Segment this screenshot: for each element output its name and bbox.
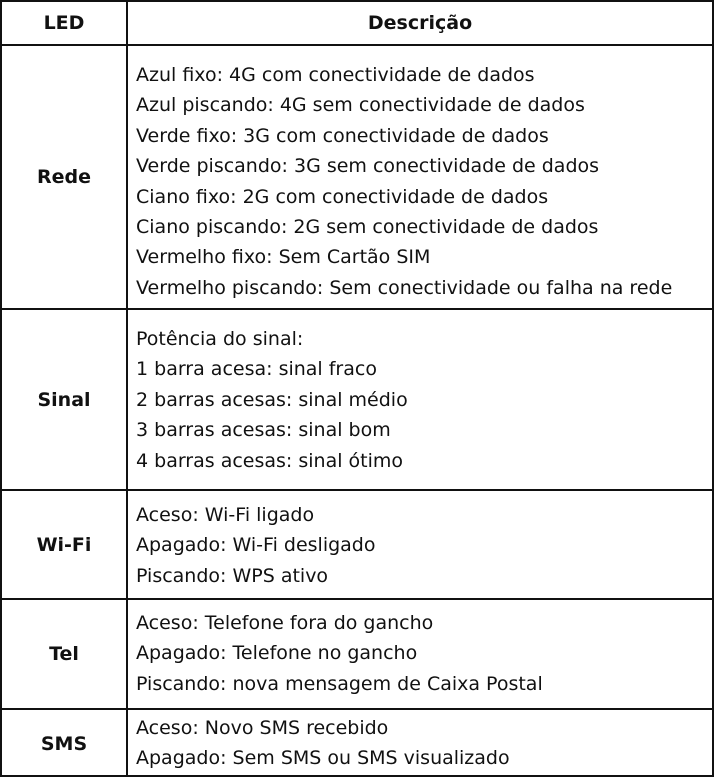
description-line: Azul fixo: 4G com conectividade de dados — [136, 64, 535, 86]
description-line: 3 barras acesas: sinal bom — [136, 419, 391, 442]
description-line: Vermelho fixo: Sem Cartão SIM — [136, 246, 431, 269]
table-row-rede — [2, 46, 712, 310]
description-line: Ciano fixo: 2G com conectividade de dados — [136, 185, 549, 208]
description-line: Aceso: Telefone fora do gancho — [136, 612, 434, 634]
led-label: Sinal — [37, 388, 91, 411]
description-line: Verde piscando: 3G sem conectividade de dados — [136, 155, 600, 178]
description-line: Aceso: Novo SMS recebido — [136, 717, 389, 739]
table-row-sms — [2, 710, 712, 777]
table-row-tel — [2, 600, 712, 710]
description-line: Azul piscando: 4G sem conectividade de dados — [136, 94, 585, 117]
led-label: SMS — [40, 732, 88, 755]
header-led: LED — [43, 12, 85, 34]
led-label: Tel — [49, 643, 79, 665]
description-line: Apagado: Telefone no gancho — [136, 642, 418, 665]
description-cell — [136, 608, 708, 699]
description-line: Piscando: nova mensagem de Caixa Postal — [136, 672, 543, 695]
table-header — [2, 2, 712, 46]
header-description: Descrição — [367, 12, 473, 34]
description-line: Ciano piscando: 2G sem conectividade de dados — [136, 216, 599, 239]
description-line: Potência do sinal: — [136, 328, 304, 350]
description-line: Vermelho piscando: Sem conectividade ou falha na rede — [136, 276, 673, 299]
description-line: Piscando: WPS ativo — [136, 564, 329, 587]
description-line: Verde fixo: 3G com conectividade de dados — [136, 124, 549, 147]
table-row-wifi — [2, 491, 712, 600]
description-cell — [136, 324, 708, 476]
description-line: Apagado: Sem SMS ou SMS visualizado — [136, 747, 510, 770]
description-cell — [136, 713, 708, 774]
description-cell — [136, 60, 708, 303]
description-line: 4 barras acesas: sinal ótimo — [136, 449, 404, 472]
table-row-sinal — [2, 310, 712, 491]
led-label: Rede — [36, 166, 91, 188]
description-line: Aceso: Wi-Fi ligado — [136, 504, 315, 526]
description-line: Apagado: Wi-Fi desligado — [136, 534, 376, 557]
description-line: 1 barra acesa: sinal fraco — [136, 358, 377, 381]
description-cell — [136, 500, 708, 591]
description-line: 2 barras acesas: sinal médio — [136, 388, 408, 411]
led-label: Wi-Fi — [36, 533, 92, 556]
